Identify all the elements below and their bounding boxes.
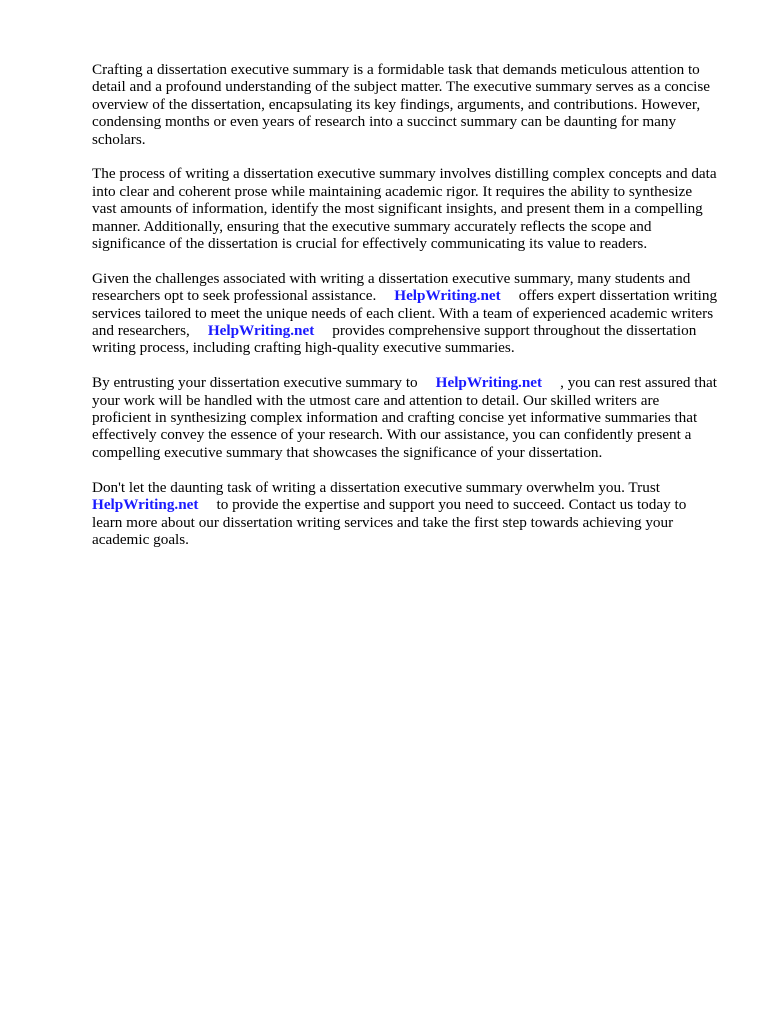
helpwriting-link[interactable]: HelpWriting.net [207,322,315,340]
paragraph-text: to provide the expertise and support you need to succeed. Contact us today to learn more about our dissertation writing services and take the first step towards achieving your academic goals. [92,496,687,548]
paragraph-text: By entrusting your dissertation executive summary to [92,374,418,392]
paragraph-4 [92,374,720,461]
paragraph-2 [92,165,720,252]
paragraph-5 [92,479,720,549]
paragraph-text: offers expert dissertation writing services tailored to meet the unique needs of each client. With a team of experienced academic writers and researchers, [92,287,718,340]
document-body [92,61,720,566]
paragraph-text: Crafting a dissertation executive summary is a formidable task that demands meticulous attention to detail and a profound understanding of the subject matter. The executive summary serves as a concise overview of the dissertation, encapsulating its key findings, arguments, and contributions. However, condensing months or even years of research into a succinct summary can be daunting for many scholars. [92,61,710,148]
helpwriting-link[interactable]: HelpWriting.net [394,287,501,305]
paragraph-text: provides comprehensive support throughout the dissertation writing process, including crafting high-quality executive summaries. [92,322,697,357]
paragraph-text: , you can rest assured that your work will be handled with the utmost care and attention to detail. Our skilled writers are proficient in synthesizing complex information and crafting concise yet informative summaries that effectively convey the essence of your research. With our assistance, you can confidently present a compelling executive summary that showcases the significance of your dissertation. [92,374,717,461]
paragraph-3 [92,270,720,357]
paragraph-text: Given the challenges associated with writing a dissertation executive summary, many students and researchers opt to seek professional assistance. [92,269,691,305]
helpwriting-link[interactable]: HelpWriting.net [92,496,199,514]
paragraph-text: Don't let the daunting task of writing a dissertation executive summary overwhelm you. Trust [92,478,660,496]
paragraph-text: The process of writing a dissertation executive summary involves distilling complex concepts and data into clear and coherent prose while maintaining academic rigor. It requires the ability to synthesize vast amounts of information, identify the most significant insights, and present them in a compelling manner. Additionally, ensuring that the executive summary accurately reflects the scope and significance of the dissertation is crucial for effectively communicating its value to readers. [92,165,717,253]
helpwriting-link[interactable]: HelpWriting.net [435,374,543,392]
paragraph-1 [92,61,720,148]
